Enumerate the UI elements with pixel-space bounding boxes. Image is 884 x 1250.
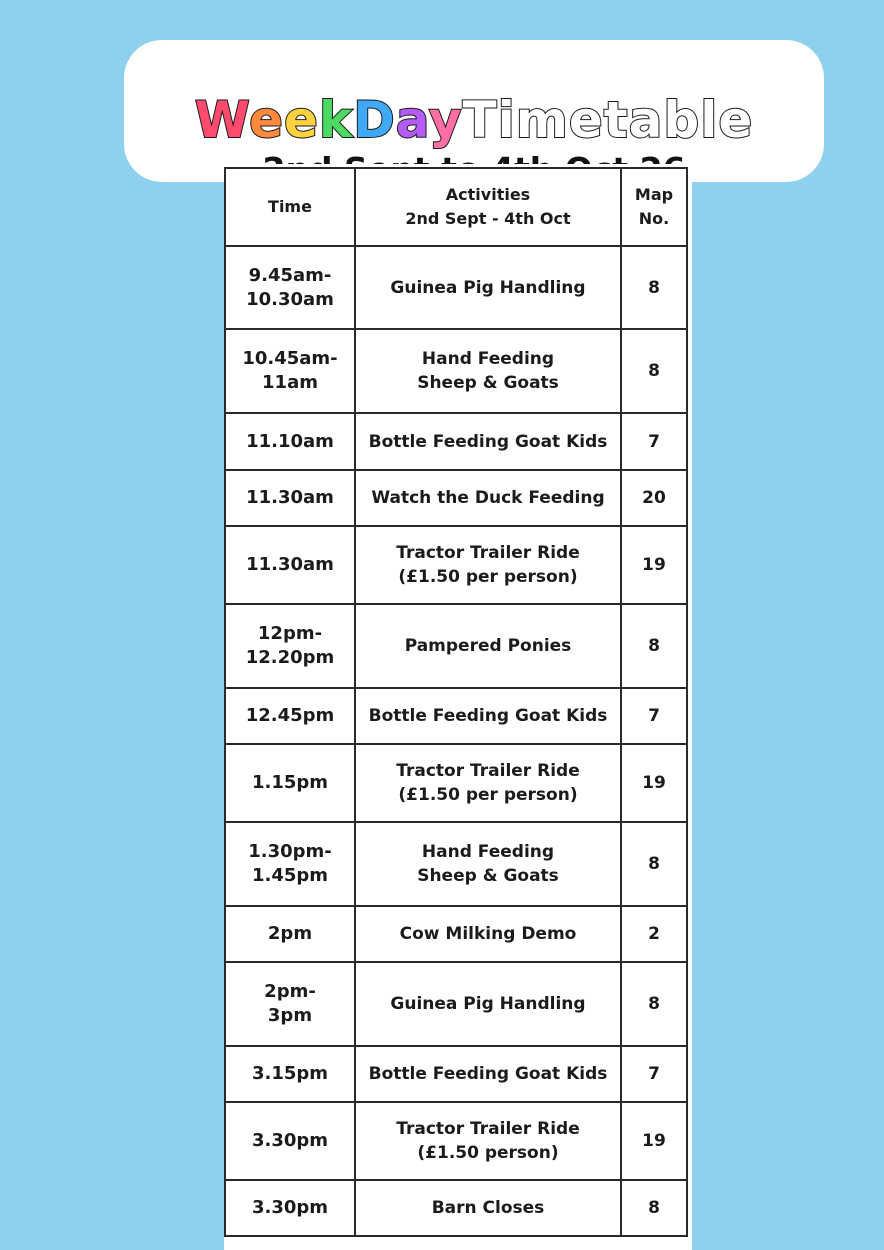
page-title <box>124 92 824 148</box>
map-number-cell: 8 <box>621 962 687 1046</box>
table-row <box>225 688 687 744</box>
activity-cell: Bottle Feeding Goat Kids <box>355 688 621 744</box>
map-number-cell: 7 <box>621 413 687 470</box>
time-cell: 11.30am <box>225 526 355 604</box>
time-cell: 2pm- 3pm <box>225 962 355 1046</box>
time-cell: 1.15pm <box>225 744 355 822</box>
map-number-cell: 8 <box>621 329 687 413</box>
header-card <box>124 40 824 182</box>
time-cell: 11.10am <box>225 413 355 470</box>
title-weekday <box>195 91 463 149</box>
table-row <box>225 470 687 526</box>
map-number-cell: 7 <box>621 1046 687 1102</box>
table-row <box>225 246 687 329</box>
activity-cell: Cow Milking Demo <box>355 906 621 962</box>
table-row <box>225 329 687 413</box>
table-row <box>225 604 687 688</box>
time-cell: 1.30pm- 1.45pm <box>225 822 355 906</box>
activity-cell: Guinea Pig Handling <box>355 962 621 1046</box>
activity-cell: Hand Feeding Sheep & Goats <box>355 329 621 413</box>
map-number-cell: 20 <box>621 470 687 526</box>
map-number-cell: 8 <box>621 1180 687 1236</box>
map-number-cell: 7 <box>621 688 687 744</box>
table-row <box>225 906 687 962</box>
table-row <box>225 413 687 470</box>
map-number-cell: 19 <box>621 1102 687 1180</box>
map-number-cell: 19 <box>621 526 687 604</box>
activity-cell: Tractor Trailer Ride (£1.50 per person) <box>355 526 621 604</box>
title-letter: k <box>318 91 354 149</box>
map-number-cell: 8 <box>621 246 687 329</box>
table-row <box>225 1180 687 1236</box>
activity-cell: Bottle Feeding Goat Kids <box>355 413 621 470</box>
activity-cell: Guinea Pig Handling <box>355 246 621 329</box>
title-timetable: Timetable <box>462 91 754 149</box>
table-row <box>225 526 687 604</box>
timetable-table <box>224 167 688 1237</box>
column-header-activities: Activities 2nd Sept - 4th Oct <box>355 168 621 246</box>
time-cell: 12.45pm <box>225 688 355 744</box>
table-row <box>225 822 687 906</box>
table-row <box>225 1102 687 1180</box>
table-row <box>225 744 687 822</box>
time-cell: 12pm- 12.20pm <box>225 604 355 688</box>
title-letter: a <box>395 91 429 149</box>
time-cell: 3.30pm <box>225 1102 355 1180</box>
time-cell: 11.30am <box>225 470 355 526</box>
time-cell: 10.45am- 11am <box>225 329 355 413</box>
activity-cell: Watch the Duck Feeding <box>355 470 621 526</box>
time-cell: 3.30pm <box>225 1180 355 1236</box>
map-number-cell: 2 <box>621 906 687 962</box>
column-header-time: Time <box>225 168 355 246</box>
column-header-map-no: Map No. <box>621 168 687 246</box>
activity-cell: Hand Feeding Sheep & Goats <box>355 822 621 906</box>
map-number-cell: 8 <box>621 604 687 688</box>
table-row <box>225 962 687 1046</box>
map-number-cell: 8 <box>621 822 687 906</box>
time-cell: 2pm <box>225 906 355 962</box>
activity-cell: Tractor Trailer Ride (£1.50 per person) <box>355 744 621 822</box>
activity-cell: Bottle Feeding Goat Kids <box>355 1046 621 1102</box>
time-cell: 9.45am- 10.30am <box>225 246 355 329</box>
time-cell: 3.15pm <box>225 1046 355 1102</box>
map-number-cell: 19 <box>621 744 687 822</box>
title-letter: y <box>428 91 463 149</box>
title-letter: D <box>353 91 396 149</box>
table-header-row <box>225 168 687 246</box>
title-letter: e <box>249 91 285 149</box>
activity-cell: Barn Closes <box>355 1180 621 1236</box>
title-letter: W <box>194 91 250 149</box>
title-letter: e <box>284 91 319 149</box>
table-row <box>225 1046 687 1102</box>
activity-cell: Tractor Trailer Ride (£1.50 person) <box>355 1102 621 1180</box>
activity-cell: Pampered Ponies <box>355 604 621 688</box>
